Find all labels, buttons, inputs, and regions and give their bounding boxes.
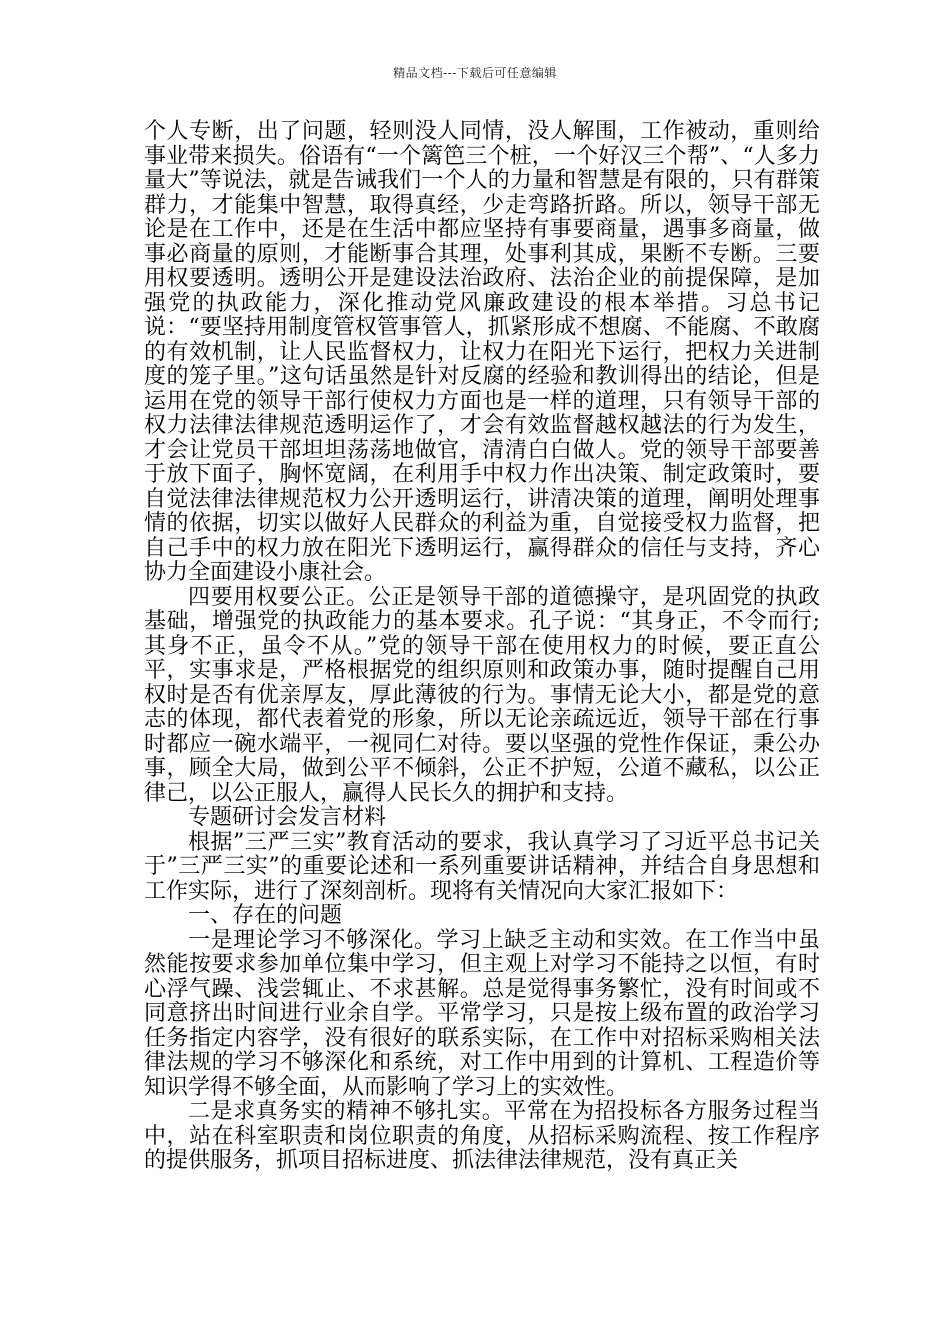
paragraph: 个人专断，出了问题，轻则没人同情，没人解围，工作被动，重则给事业带来损失。俗语有“一个篱笆三个桩，一个好汉三个帮”、“人多力量大”等说法，就是告诫我们一个人的力量和智慧是有限的，只有群策群力，才能集中智慧，取得真经，少走弯路折路。所以，领导干部无论是在工作中，还是在生活中都应坚持有事要商量，遇事多商量，做事必商量的原则，才能断事合其理，处事利其成，果断不专断。三要用权要透明。透明公开是建设法治政府、法治企业的前提保障，是加强党的执政能力，深化推动党风廉政建设的根本举措。习总书记说：“要坚持用制度管权管事管人，抓紧形成不想腐、不能腐、不敢腐的有效机制，让人民监督权力，让权力在阳光下运行，把权力关进制度的笼子里。”这句话虽然是针对反腐的经验和教训得出的结论，但是运用在党的领导干部行使权力方面也是一样的道理，只有领导干部的权力法律法律规范透明运作了，才会有效监督越权越法的行为发生，才会让党员干部坦坦荡荡地做官，清清白白做人。党的领导干部要善于放下面子，胸怀宽阔，在利用手中权力作出决策、制定政策时，要自觉法律法律规范权力公开透明运行，讲清决策的道理，阐明处理事情的依据，切实以做好人民群众的利益为重，自觉接受权力监督，把自己手中的权力放在阳光下透明运行，赢得群众的信任与支持，齐心协力全面建设小康社会。 (144, 119, 820, 585)
paragraph: 二是求真务实的精神不够扎实。平常在为招投标各方服务过程当中，站在科室职责和岗位职责的角度，从招标采购流程、按工作程序的提供服务，抓项目招标进度、抓法律法律规范，没有真正关 (144, 1099, 820, 1173)
document-body (144, 120, 820, 1174)
paragraph: 一是理论学习不够深化。学习上缺乏主动和实效。在工作当中虽然能按要求参加单位集中学习，但主观上对学习不能持之以恒，有时心浮气躁、浅尝辄止、不求甚解。总是觉得事务繁忙，没有时间或不同意挤出时间进行业余自学。平常学习，只是按上级布置的政治学习任务指定内容学，没有很好的联系实际，在工作中对招标采购相关法律法规的学习不够深化和系统，对工作中用到的计算机、工程造价等知识学得不够全面，从而影响了学习上的实效性。 (144, 927, 820, 1100)
page-header: 精品文档---下载后可任意编辑 (393, 66, 557, 80)
paragraph: 根据”三严三实”教育活动的要求，我认真学习了习近平总书记关于”三严三实”的重要论述和一系列重要讲话精神，并结合自身思想和工作实际，进行了深刻剖析。现将有关情况向大家汇报如下： (144, 829, 820, 904)
section-heading: 专题研讨会发言材料 (188, 805, 387, 830)
section-heading: 一、存在的问题 (188, 903, 343, 928)
paragraph: 四要用权要公正。公正是领导干部的道德操守，是巩固党的执政基础，增强党的执政能力的基本要求。孔子说：“其身正，不令而行;其身不正，虽令不从。”党的领导干部在使用权力的时候，要正直公平，实事求是，严格根据党的组织原则和政策办事，随时提醒自己用权时是否有优亲厚友，厚此薄彼的行为。事情无论大小，都是党的意志的体现，都代表着党的形象，所以无论亲疏远近，领导干部在行事时都应一碗水端平，一视同仁对待。要以坚强的党性作保证，秉公办事，顾全大局，做到公平不倾斜，公正不护短，公道不藏私，以公正律己，以公正服人，赢得人民长久的拥护和支持。 (144, 584, 820, 806)
